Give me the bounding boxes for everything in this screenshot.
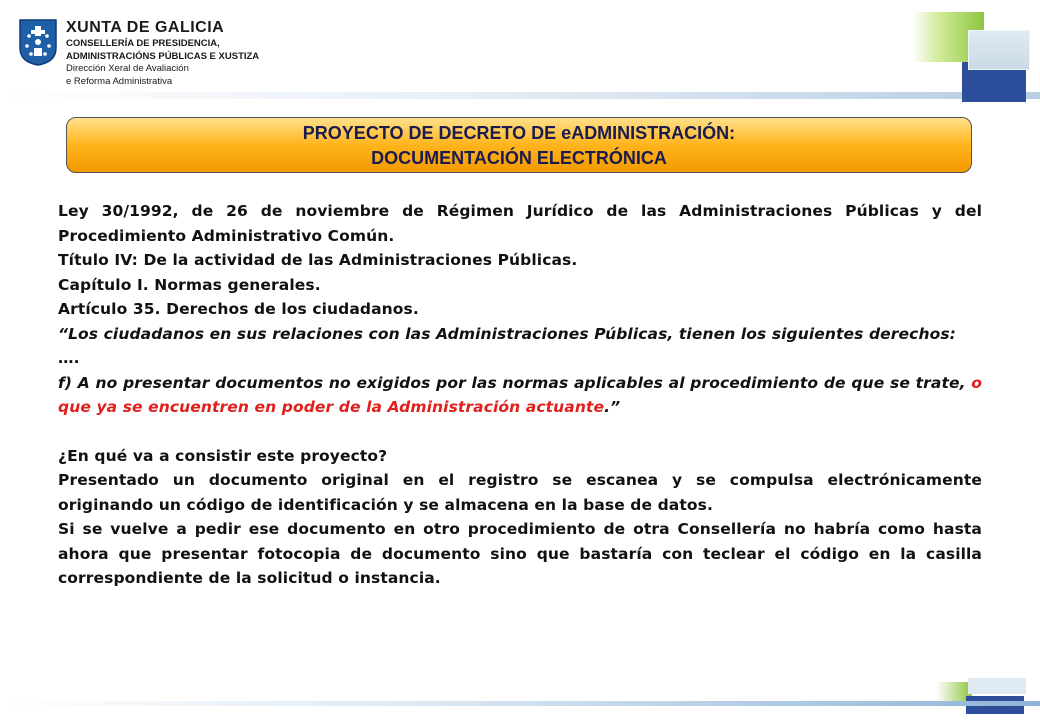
- department-line-1: CONSELLERÍA DE PRESIDENCIA,: [66, 38, 220, 49]
- org-name: XUNTA DE GALICIA: [66, 19, 225, 36]
- item-f: [58, 371, 982, 420]
- title-line-1: PROYECTO DE DECRETO DE eADMINISTRACIÓN:: [302, 123, 736, 143]
- project-question: ¿En qué va a consistir este proyecto?: [58, 446, 388, 465]
- item-f-text: f) A no presentar documentos no exigidos por las normas aplicables al procedimiento de que se trate,: [58, 373, 972, 392]
- item-f-highlight: o que ya se encuentren en poder de la Administración actuante: [58, 373, 982, 416]
- quote-intro: “Los ciudadanos en sus relaciones con las Administraciones Públicas, tienen los siguientes derechos:: [58, 324, 956, 343]
- paragraph-gap: [58, 420, 982, 444]
- title-line-2: DOCUMENTACIÓN ELECTRÓNICA: [371, 148, 667, 168]
- ellipsis: ….: [58, 349, 80, 367]
- item-f-closing: .”: [604, 398, 621, 416]
- law-reference: Ley 30/1992, de 26 de noviembre de Régimen Jurídico de las Administraciones Públicas y del Procedimiento Administrativo Común.: [58, 202, 982, 245]
- titulo-heading: Título IV: De la actividad de las Administraciones Públicas.: [58, 251, 578, 269]
- title-banner: [66, 117, 972, 173]
- decorative-squares-top: [0, 0, 1040, 104]
- decorative-squares-bottom: [0, 676, 1040, 720]
- directorate-line-1: Dirección Xeral de Avaliación: [66, 63, 189, 74]
- bottom-gradient-bar: [0, 701, 1040, 706]
- project-paragraph-1: Presentado un documento original en el registro se escanea y se compulsa electrónicamente originando un código de identificación y se almacena en la base de datos.: [58, 471, 982, 514]
- directorate-line-2: e Reforma Administrativa: [66, 75, 173, 87]
- document-body: [58, 199, 982, 591]
- capitulo-heading: Capítulo I. Normas generales.: [58, 275, 321, 294]
- project-paragraph-2: Si se vuelve a pedir ese documento en otro procedimiento de otra Consellería no habría como hasta ahora que presentar fotocopia de documento sino que bastaría con teclear el código en la casilla correspondiente de la solicitud o instancia.: [58, 520, 982, 587]
- department-line-2: ADMINISTRACIÓNS PÚBLICAS E XUSTIZA: [66, 50, 260, 62]
- articulo-heading: Artículo 35. Derechos de los ciudadanos.: [58, 300, 419, 318]
